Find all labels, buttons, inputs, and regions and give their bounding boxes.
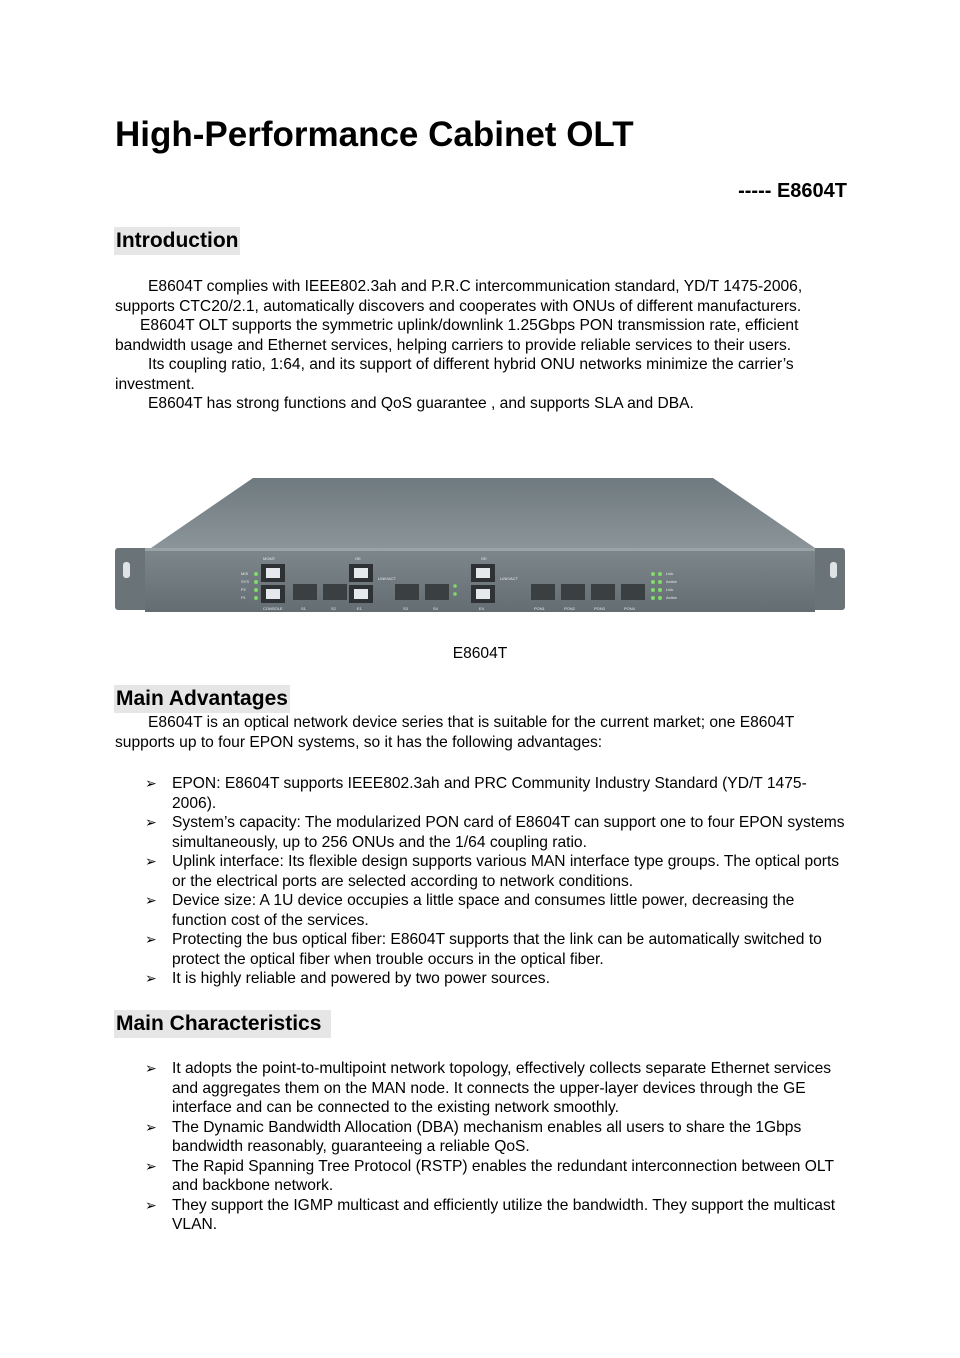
sfp-port-s1 (293, 584, 317, 600)
bullet-arrow-icon: ➢ (145, 931, 157, 947)
bullet-arrow-icon: ➢ (145, 892, 157, 908)
advantages-list (145, 774, 850, 989)
svg-text:PON4: PON4 (624, 606, 635, 611)
svg-text:GE: GE (355, 556, 361, 561)
figure-caption: E8604T (452, 645, 508, 662)
list-item: ➢ The Rapid Spanning Tree Protocol (RSTP) enables the redundant interconnection between OLT and backbone network. (145, 1157, 834, 1194)
pon-port-3 (591, 584, 615, 600)
list-item: ➢ It is highly reliable and powered by two power sources. (145, 970, 550, 987)
svg-text:E4: E4 (479, 606, 484, 611)
sfp-port-s3 (395, 584, 419, 600)
pon-port-4 (621, 584, 645, 600)
bullet-arrow-icon: ➢ (145, 853, 157, 869)
bullet-arrow-icon: ➢ (145, 775, 157, 791)
bullet-arrow-icon: ➢ (145, 1157, 157, 1174)
device-top-panel (151, 478, 815, 548)
advantages-intro (115, 713, 850, 752)
svg-text:Link: Link (666, 587, 674, 592)
sfp-port-s2 (323, 584, 347, 600)
olt-device-illustration (113, 474, 847, 619)
section-heading-introduction: Introduction (114, 227, 240, 255)
svg-text:S3: S3 (403, 606, 408, 611)
list-item: ➢ Device size: A 1U device occupies a little space and consumes little power, decreasing the function cost of the services. (145, 892, 795, 929)
list-item: ➢ EPON: E8604T supports IEEE802.3ah and PRC Community Industry Standard (YD/T 1475-2006). (145, 775, 807, 812)
svg-text:P1: P1 (241, 595, 246, 600)
characteristics-list (145, 1059, 850, 1235)
bullet-arrow-icon: ➢ (145, 970, 157, 986)
bullet-arrow-icon: ➢ (145, 814, 157, 830)
intro-paragraph: Its coupling ratio, 1:64, and its support of different hybrid ONU networks minimize the carrier’s investment. (115, 356, 794, 393)
list-item: ➢ The Dynamic Bandwidth Allocation (DBA) mechanism enables all users to share the 1Gbps bandwidth reasonably, guaranteeing a reliable QoS. (145, 1118, 802, 1155)
list-item: ➢ Uplink interface: Its flexible design supports various MAN interface type groups. The optical ports or the electrical ports are selected according to network conditions. (145, 853, 840, 890)
section-heading-characteristics: Main Characteristics (114, 1010, 331, 1038)
svg-text:LINK/ACT: LINK/ACT (378, 576, 397, 581)
bullet-arrow-icon: ➢ (145, 1118, 157, 1135)
model-tag: ----- E8604T (738, 180, 847, 202)
svg-text:SYS: SYS (241, 579, 250, 584)
svg-text:Active: Active (666, 595, 677, 600)
bullet-arrow-icon: ➢ (145, 1196, 157, 1213)
intro-paragraph: E8604T OLT supports the symmetric uplink/downlink 1.25Gbps PON transmission rate, efficient bandwidth usage and Ethernet services, helping carriers to provide reliable services to their users. (115, 317, 799, 354)
page-title: High-Performance Cabinet OLT (115, 115, 634, 154)
svg-text:Active: Active (666, 579, 677, 584)
svg-text:S4: S4 (433, 606, 438, 611)
list-item: ➢ It adopts the point-to-multipoint network topology, effectively collects separate Ethernet services and aggregates them on the MAN node. It connects the upper-layer devices through the GE interface and can be connected to the existing network smoothly. (145, 1060, 832, 1116)
intro-paragraph: E8604T complies with IEEE802.3ah and P.R.C intercommunication standard, YD/T 1475-2006, supports CTC20/2.1, automatically discovers and cooperates with ONUs of different manufacturers. (115, 278, 803, 315)
svg-text:MIS: MIS (241, 571, 249, 576)
introduction-body (115, 277, 850, 414)
svg-text:Link: Link (666, 571, 674, 576)
pon-port-1 (531, 584, 555, 600)
sfp-port-s4 (425, 584, 449, 600)
label-console: CONSOLE (263, 606, 283, 611)
svg-text:PON3: PON3 (594, 606, 605, 611)
device-photo (113, 474, 847, 619)
svg-text:S2: S2 (331, 606, 336, 611)
pon-port-2 (561, 584, 585, 600)
svg-text:PON2: PON2 (564, 606, 575, 611)
section-heading-advantages: Main Advantages (114, 685, 290, 713)
list-item: ➢ They support the IGMP multicast and efficiently utilize the bandwidth. They support the multicast VLAN. (145, 1196, 836, 1233)
svg-text:GE: GE (481, 556, 487, 561)
list-item: ➢ System’s capacity: The modularized PON card of E8604T can support one to four EPON systems simultaneously, up to 256 ONUs and the 1/64 coupling ratio. (145, 814, 845, 851)
svg-text:S1: S1 (301, 606, 306, 611)
svg-text:PON1: PON1 (534, 606, 545, 611)
bullet-arrow-icon: ➢ (145, 1060, 157, 1076)
svg-text:LINK/ACT: LINK/ACT (500, 576, 519, 581)
svg-text:E1: E1 (357, 606, 362, 611)
svg-text:P2: P2 (241, 587, 246, 592)
advantages-intro-text: E8604T is an optical network device series that is suitable for the current market; one E8604T supports up to four EPON systems, so it has the following advantages: (115, 714, 795, 751)
label-mgmt: MGMT (263, 556, 276, 561)
list-item: ➢ Protecting the bus optical fiber: E8604T supports that the link can be automatically switched to protect the optical fiber when trouble occurs in the optical fiber. (145, 931, 822, 968)
intro-paragraph: E8604T has strong functions and QoS guarantee , and supports SLA and DBA. (148, 395, 694, 412)
